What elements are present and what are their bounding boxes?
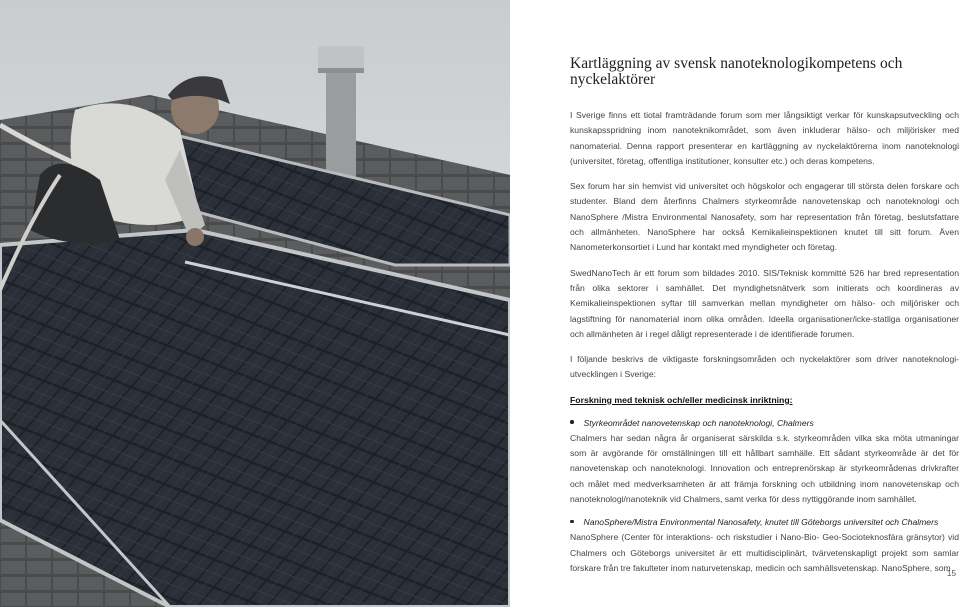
section-heading: Forskning med teknisk och/eller medicinsk inriktning: [570,394,793,405]
paragraph-forums: Sex forum har sin hemvist vid universitet och högskolor och engagerar till största delen forskare och studenter. Bland dem återfinns Chalmers styrkeområde nanovetenskap och nanoteknologi och NanoSphere /Mistra Environmental Nanosafety, som har representation från företag, beslutsfattare och allmänheten. NanoSphere har också Kemikalieinspektionen knutet till sitt forum. Även Nanometerkonsortiet i Lund har kontakt med myndigheter och företag. [570,181,959,253]
list-item-title [570,515,959,530]
paragraph-swednanotech: SwedNanoTech är ett forum som bildades 2010. SIS/Teknisk kommitté 526 har bred representation från olika sektorer i samhället. Det myndighetsnätverk som initierats och koordineras av Kemikalieinspektionen syftar till samverkan mellan myndigheter om hälso- och miljörisker och lagstiftning för nanomaterial inom olika områden. Ideella organisationer/icke-statliga organisationer och allmänheten är i regel dåligt representerade i de identifierade forumen. [570,267,959,339]
item-title: NanoSphere/Mistra Environmental Nanosafety, knutet till Göteborgs universitet och Chalmers [583,517,939,528]
page-title: Kartläggning av svensk nanoteknologikompetens och nyckelaktörer [570,55,903,88]
item-title: Styrkeområdet nanovetenskap och nanoteknologi, Chalmers [583,417,814,428]
page-number: 15 [946,569,956,578]
bullet-icon [570,420,574,424]
list-item-title [570,416,959,431]
paragraph-intro: I Sverige finns ett tiotal framträdande forum som mer långsiktigt verkar för kunskapsutveckling och kunskapsspridning inom nanoteknikområdet, som även inkluderar hälso- och miljörisker med nanomaterial. Denna rapport presenterar en kartläggning av nyckelaktörerna inom nanoteknologi (universitet, företag, offentliga institutioner, konsulter etc.) och deras kompetens. [570,110,959,166]
article-column [570,56,959,580]
item-body: Chalmers har sedan några år organiserat särskilda s.k. styrkeområden vilka ska möta utmaningar som är avgörande för omställningen till ett hållbart samhälle. Ett sådant styrkeområde är det för nanovetenskap och nanoteknologi. Innovation och entreprenörskap är styrkeområdenas drivkrafter och målet med medverksamheten är att främja forskning och utbildning inom nanovetenskap och nanoteknologi/nanoteknik vid Chalmers, samt verka för dess nyttiggörande inom samhället. [570,432,959,504]
item-body: NanoSphere (Center för interaktions- och riskstudier i Nano-Bio- Geo-Socioteknosfära gränsytor) vid Chalmers och Göteborgs universitet är ett multidisciplinärt, tvärvetenskapligt projekt som samlar forskare från tre fakulteter inom naturvetenskap, medicin och samhällsvetenskap. NanoSphere, som [570,532,959,573]
bullet-icon [570,520,574,524]
paragraph-lead-in: I följande beskrivs de viktigaste forskningsområden och nyckelaktörer som driver nanoteknologi-utvecklingen i Sverige: [570,354,959,380]
